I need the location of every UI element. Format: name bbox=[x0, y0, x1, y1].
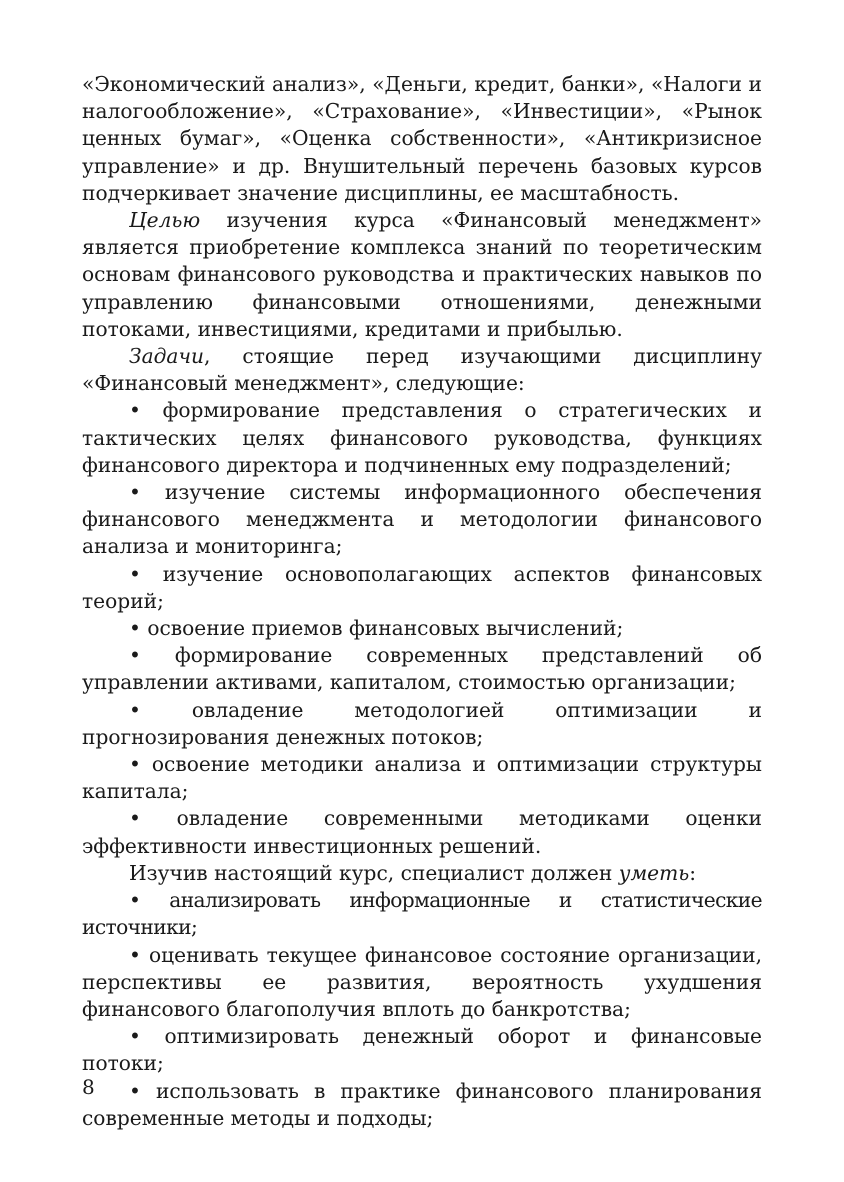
paragraph-goal bbox=[82, 207, 762, 343]
skills-term: уметь bbox=[618, 860, 690, 885]
goal-term: Целью bbox=[129, 208, 201, 233]
skill-item: • оценивать текущее финансовое состояние организации, перспективы ее развития, вероятность ухудшения финансового благополучия вплоть до банкротства; bbox=[82, 942, 762, 1021]
task-item: • освоение приемов финансовых вычислений; bbox=[129, 616, 624, 641]
skill-item: • анализировать информационные и статистические источники; bbox=[82, 888, 762, 940]
page-body bbox=[82, 71, 762, 1132]
tasks-term: Задачи bbox=[129, 344, 205, 369]
task-item: • формирование представления о стратегических и тактических целях финансового руководства, функциях финансового директора и подчиненных ему подразделений; bbox=[82, 398, 762, 477]
skills-lead: Изучив настоящий курс, специалист должен bbox=[129, 860, 619, 885]
task-item: • овладение методологией оптимизации и прогнозирования денежных потоков; bbox=[82, 697, 762, 749]
task-item: • освоение методики анализа и оптимизации структуры капитала; bbox=[82, 752, 762, 804]
page-number: 8 bbox=[82, 1075, 95, 1099]
task-item: • изучение основополагающих аспектов финансовых теорий; bbox=[82, 561, 762, 613]
task-item: • изучение системы информационного обеспечения финансового менеджмента и методологии финансового анализа и мониторинга; bbox=[82, 480, 762, 559]
skills-colon: : bbox=[689, 860, 697, 885]
paragraph-skills bbox=[82, 860, 762, 887]
tasks-text: , стоящие перед изучающими дисциплину «Финансовый менеджмент», следующие: bbox=[82, 344, 762, 396]
skill-item: • оптимизировать денежный оборот и финансовые потоки; bbox=[82, 1024, 762, 1076]
goal-text: изучения курса «Финансовый менеджмент» является приобретение комплекса знаний по теоретическим основам финансового руководства и практических навыков по управлению финансовыми отношениями, денежными потоками, инвестициями, кредитами и прибылью. bbox=[82, 208, 762, 341]
task-item: • овладение современными методиками оценки эффективности инвестиционных решений. bbox=[82, 806, 762, 858]
skill-item: • использовать в практике финансового планирования современные методы и подходы; bbox=[82, 1078, 762, 1130]
paragraph-tasks bbox=[82, 343, 762, 397]
task-item: • формирование современных представлений об управлении активами, капиталом, стоимостью организации; bbox=[82, 643, 762, 695]
paragraph-intro: «Экономический анализ», «Деньги, кредит, банки», «Налоги и налогообложение», «Страхование», «Инвестиции», «Рынок ценных бумаг», «Оценка собственности», «Антикризисное управление» и др. Внушительный перечень базовых курсов подчеркивает значение дисциплины, ее масштабность. bbox=[82, 72, 762, 205]
